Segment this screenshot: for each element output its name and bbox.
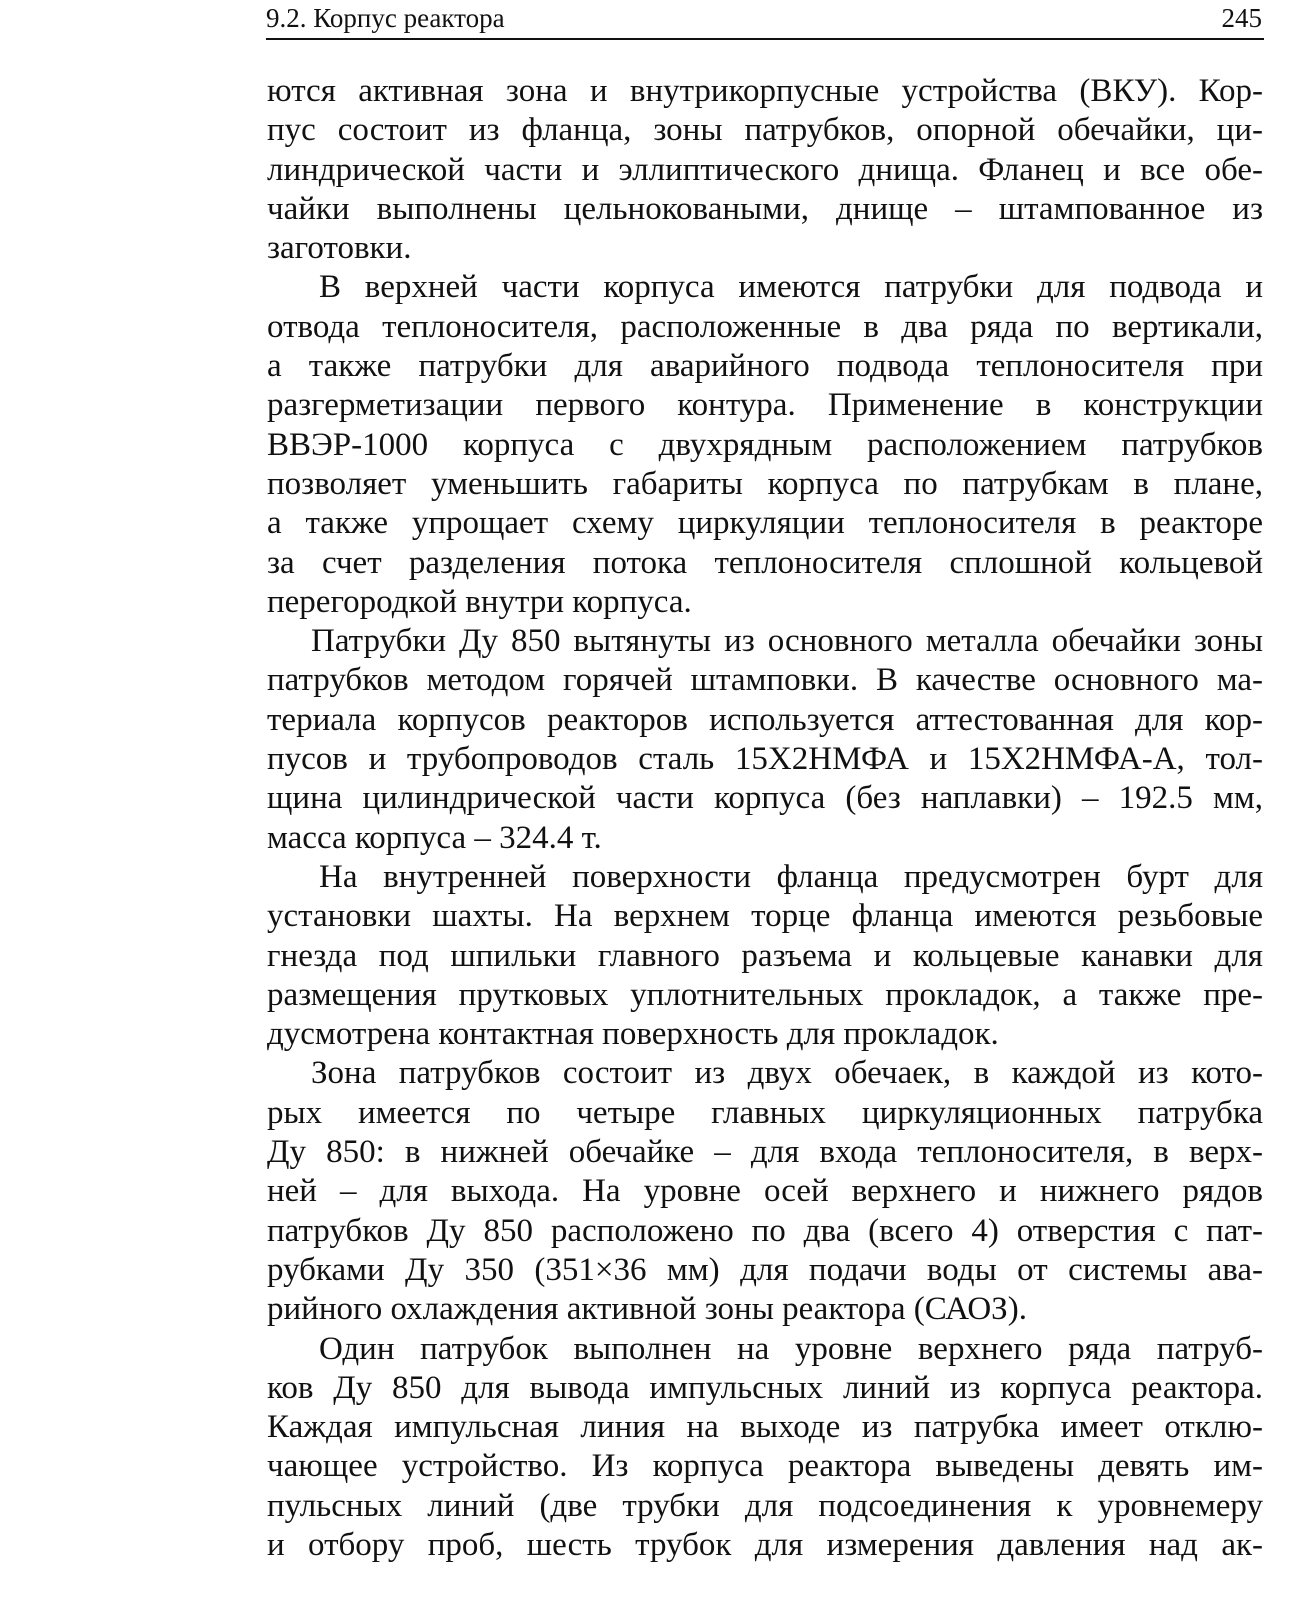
running-header (266, 0, 1264, 40)
section-title: 9.2. Корпус реактора (266, 3, 505, 33)
text-line: за счет разделения потока теплоносителя сплошной кольцевой (267, 544, 1263, 581)
text-line: патрубков методом горячей штамповки. В качестве основного ма- (267, 662, 1263, 699)
text-line: и отбору проб, шесть трубок для измерения давления над ак- (267, 1526, 1263, 1563)
text-line: линдрической части и эллиптического днища. Фланец и все обе- (267, 151, 1263, 188)
text-line: размещения прутковых уплотнительных прокладок, а также пре- (267, 976, 1263, 1013)
text-line: пульсных линий (две трубки для подсоединения к уровнемеру (267, 1487, 1263, 1524)
text-line: ней – для выхода. На уровне осей верхнего и нижнего рядов (267, 1173, 1263, 1210)
text-line: а также патрубки для аварийного подвода теплоносителя при (267, 348, 1263, 385)
text-line: пус состоит из фланца, зоны патрубков, опорной обечайки, ци- (267, 112, 1263, 149)
paragraph-5 (267, 1054, 1263, 1329)
paragraph-1 (267, 72, 1263, 268)
text-line: ются активная зона и внутрикорпусные устройства (ВКУ). Кор- (267, 73, 1263, 109)
text-line: разгерметизации первого контура. Применение в конструкции (267, 387, 1263, 424)
text-line: В верхней части корпуса имеются патрубки для подвода и (319, 269, 1263, 306)
text-line: а также упрощает схему циркуляции теплоносителя в реакторе (267, 505, 1263, 542)
paragraph-2 (267, 268, 1263, 622)
text-line: заготовки. (267, 230, 412, 267)
text-line: рубками Ду 350 (351×36 мм) для подачи воды от системы ава- (267, 1251, 1263, 1288)
text-line: Зона патрубков состоит из двух обечаек, в каждой из кото- (311, 1055, 1263, 1092)
text-line: установки шахты. На верхнем торце фланца имеются резьбовые (267, 898, 1263, 935)
body-text (267, 72, 1263, 1565)
text-line: Один патрубок выполнен на уровне верхнего ряда патруб- (319, 1330, 1263, 1367)
text-line: позволяет уменьшить габариты корпуса по патрубкам в плане, (267, 465, 1263, 502)
text-line: отвода теплоносителя, расположенные в два ряда по вертикали, (267, 308, 1263, 345)
text-line: масса корпуса – 324.4 т. (267, 819, 602, 856)
text-line: Патрубки Ду 850 вытянуты из основного металла обечайки зоны (311, 623, 1263, 660)
text-line: ков Ду 850 для вывода импульсных линий из корпуса реактора. (267, 1369, 1263, 1406)
text-line: чающее устройство. Из корпуса реактора выведены девять им- (267, 1448, 1263, 1485)
text-line: дусмотрена контактная поверхность для прокладок. (267, 1016, 999, 1053)
paragraph-4 (267, 858, 1263, 1054)
text-line: рийного охлаждения активной зоны реактора (САОЗ). (267, 1291, 1027, 1328)
paragraph-6 (267, 1330, 1263, 1566)
text-line: Ду 850: в нижней обечайке – для входа теплоносителя, в верх- (267, 1134, 1263, 1171)
text-line: патрубков Ду 850 расположено по два (всего 4) отверстия с пат- (267, 1212, 1263, 1249)
text-line: Каждая импульсная линия на выходе из патрубка имеет отклю- (267, 1409, 1263, 1446)
text-line: пусов и трубопроводов сталь 15Х2НМФА и 15Х2НМФА-А, тол- (267, 741, 1263, 778)
text-line: рых имеется по четыре главных циркуляционных патрубка (267, 1094, 1263, 1131)
text-line: На внутренней поверхности фланца предусмотрен бурт для (319, 858, 1263, 895)
text-line: ВВЭР-1000 корпуса с двухрядным расположением патрубков (267, 426, 1263, 463)
paragraph-3 (267, 622, 1263, 858)
text-line: чайки выполнены цельноковаными, днище – штампованное из (267, 190, 1263, 227)
text-line: щина цилиндрической части корпуса (без наплавки) – 192.5 мм, (267, 780, 1263, 817)
text-line: териала корпусов реакторов используется аттестованная для кор- (267, 701, 1263, 738)
page-number: 245 (1221, 3, 1262, 33)
text-line: гнезда под шпильки главного разъема и кольцевые канавки для (267, 937, 1263, 974)
text-line: перегородкой внутри корпуса. (267, 583, 692, 620)
